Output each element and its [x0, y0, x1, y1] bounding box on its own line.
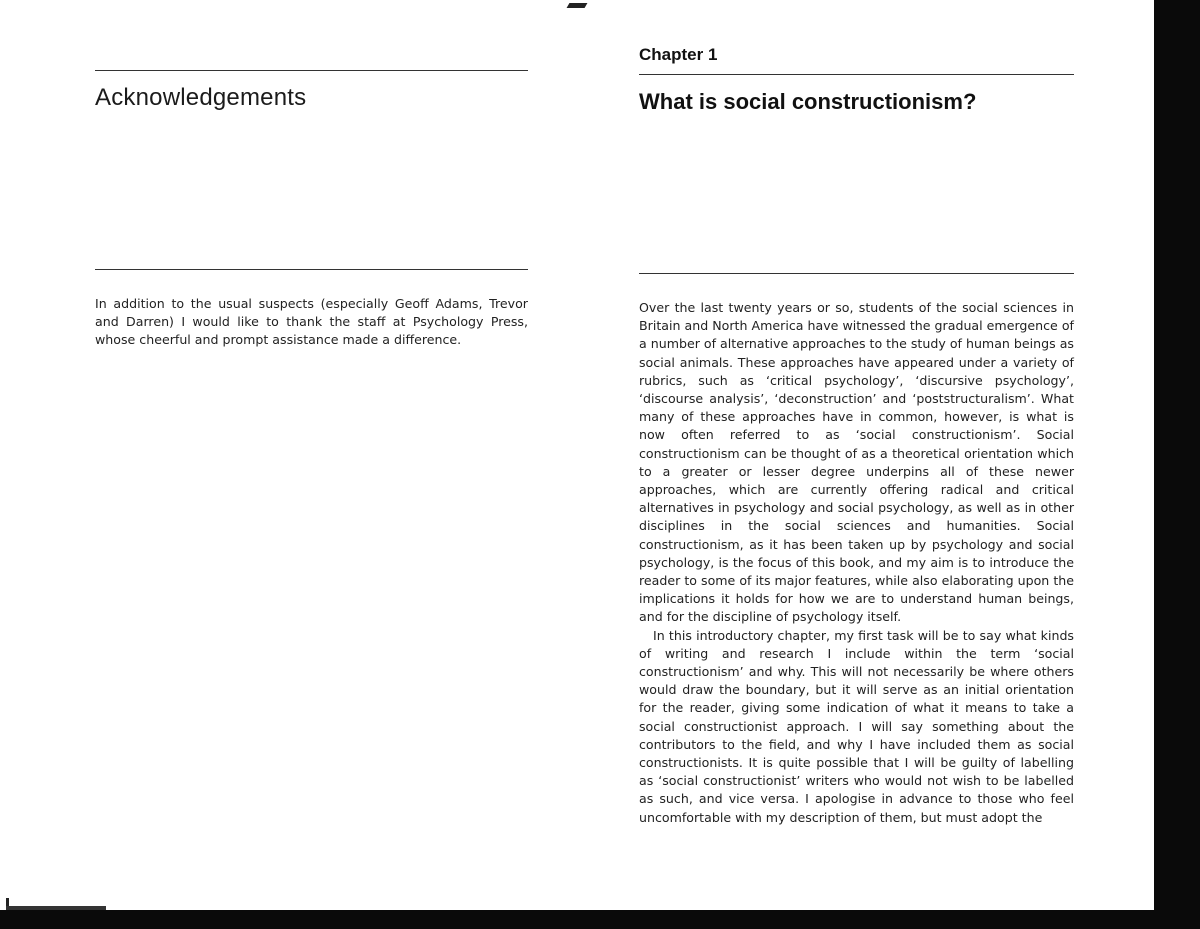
section-rule-left	[95, 269, 528, 270]
scan-bottom-edge	[0, 910, 1200, 929]
body-paragraph: In this introductory chapter, my first task will be to say what kinds of writing and research I include within the term ‘social constructionism’ and why. This will not necessarily be where others would draw the boundary, but it will serve as an initial orientation for the reader, giving some indication of what it means to take a social constructionist approach. I will say something about the contributors to the field, and why I have included them as social constructionists. It is quite possible that I will be guilty of labelling as ‘social constructionist’ writers who would not wish to be labelled as such, and vice versa. I apologise in advance to those who feel uncomfortable with my description of them, but must adopt the	[639, 627, 1074, 825]
chapter-label: Chapter 1	[639, 45, 718, 64]
acknowledgements-text: In addition to the usual suspects (especially Geoff Adams, Trevor and Darren) I would like to thank the staff at Psychology Press, whose cheerful and prompt assistance made a difference.	[95, 296, 528, 347]
section-rule-right	[639, 273, 1074, 274]
top-rule-left	[95, 70, 528, 71]
top-rule-right	[639, 74, 1074, 75]
binding-mark	[567, 3, 588, 8]
chapter-body	[639, 299, 1074, 827]
scan-right-edge	[1154, 0, 1200, 929]
body-paragraph: Over the last twenty years or so, students of the social sciences in Britain and North America have witnessed the gradual emergence of a number of alternative approaches to the study of human beings as social animals. These approaches have appeared under a variety of rubrics, such as ‘critical psychology’, ‘discursive psychology’, ‘discourse analysis’, ‘deconstruction’ and ‘poststructuralism’. What many of these approaches have in common, however, is what is now often referred to as ‘social constructionism’. Social constructionism can be thought of as a theoretical orientation which to a greater or lesser degree underpins all of these newer approaches, which are currently offering radical and critical alternatives in psychology and social psychology, as well as in other disciplines in the social sciences and humanities. Social constructionism, as it has been taken up by psychology and social psychology, is the focus of this book, and my aim is to introduce the reader to some of its major features, while also elaborating upon the implications it holds for how we are to understand human beings, and for the discipline of psychology itself.	[639, 300, 1074, 625]
acknowledgements-heading: Acknowledgements	[95, 84, 307, 111]
chapter-title: What is social constructionism?	[639, 89, 977, 114]
